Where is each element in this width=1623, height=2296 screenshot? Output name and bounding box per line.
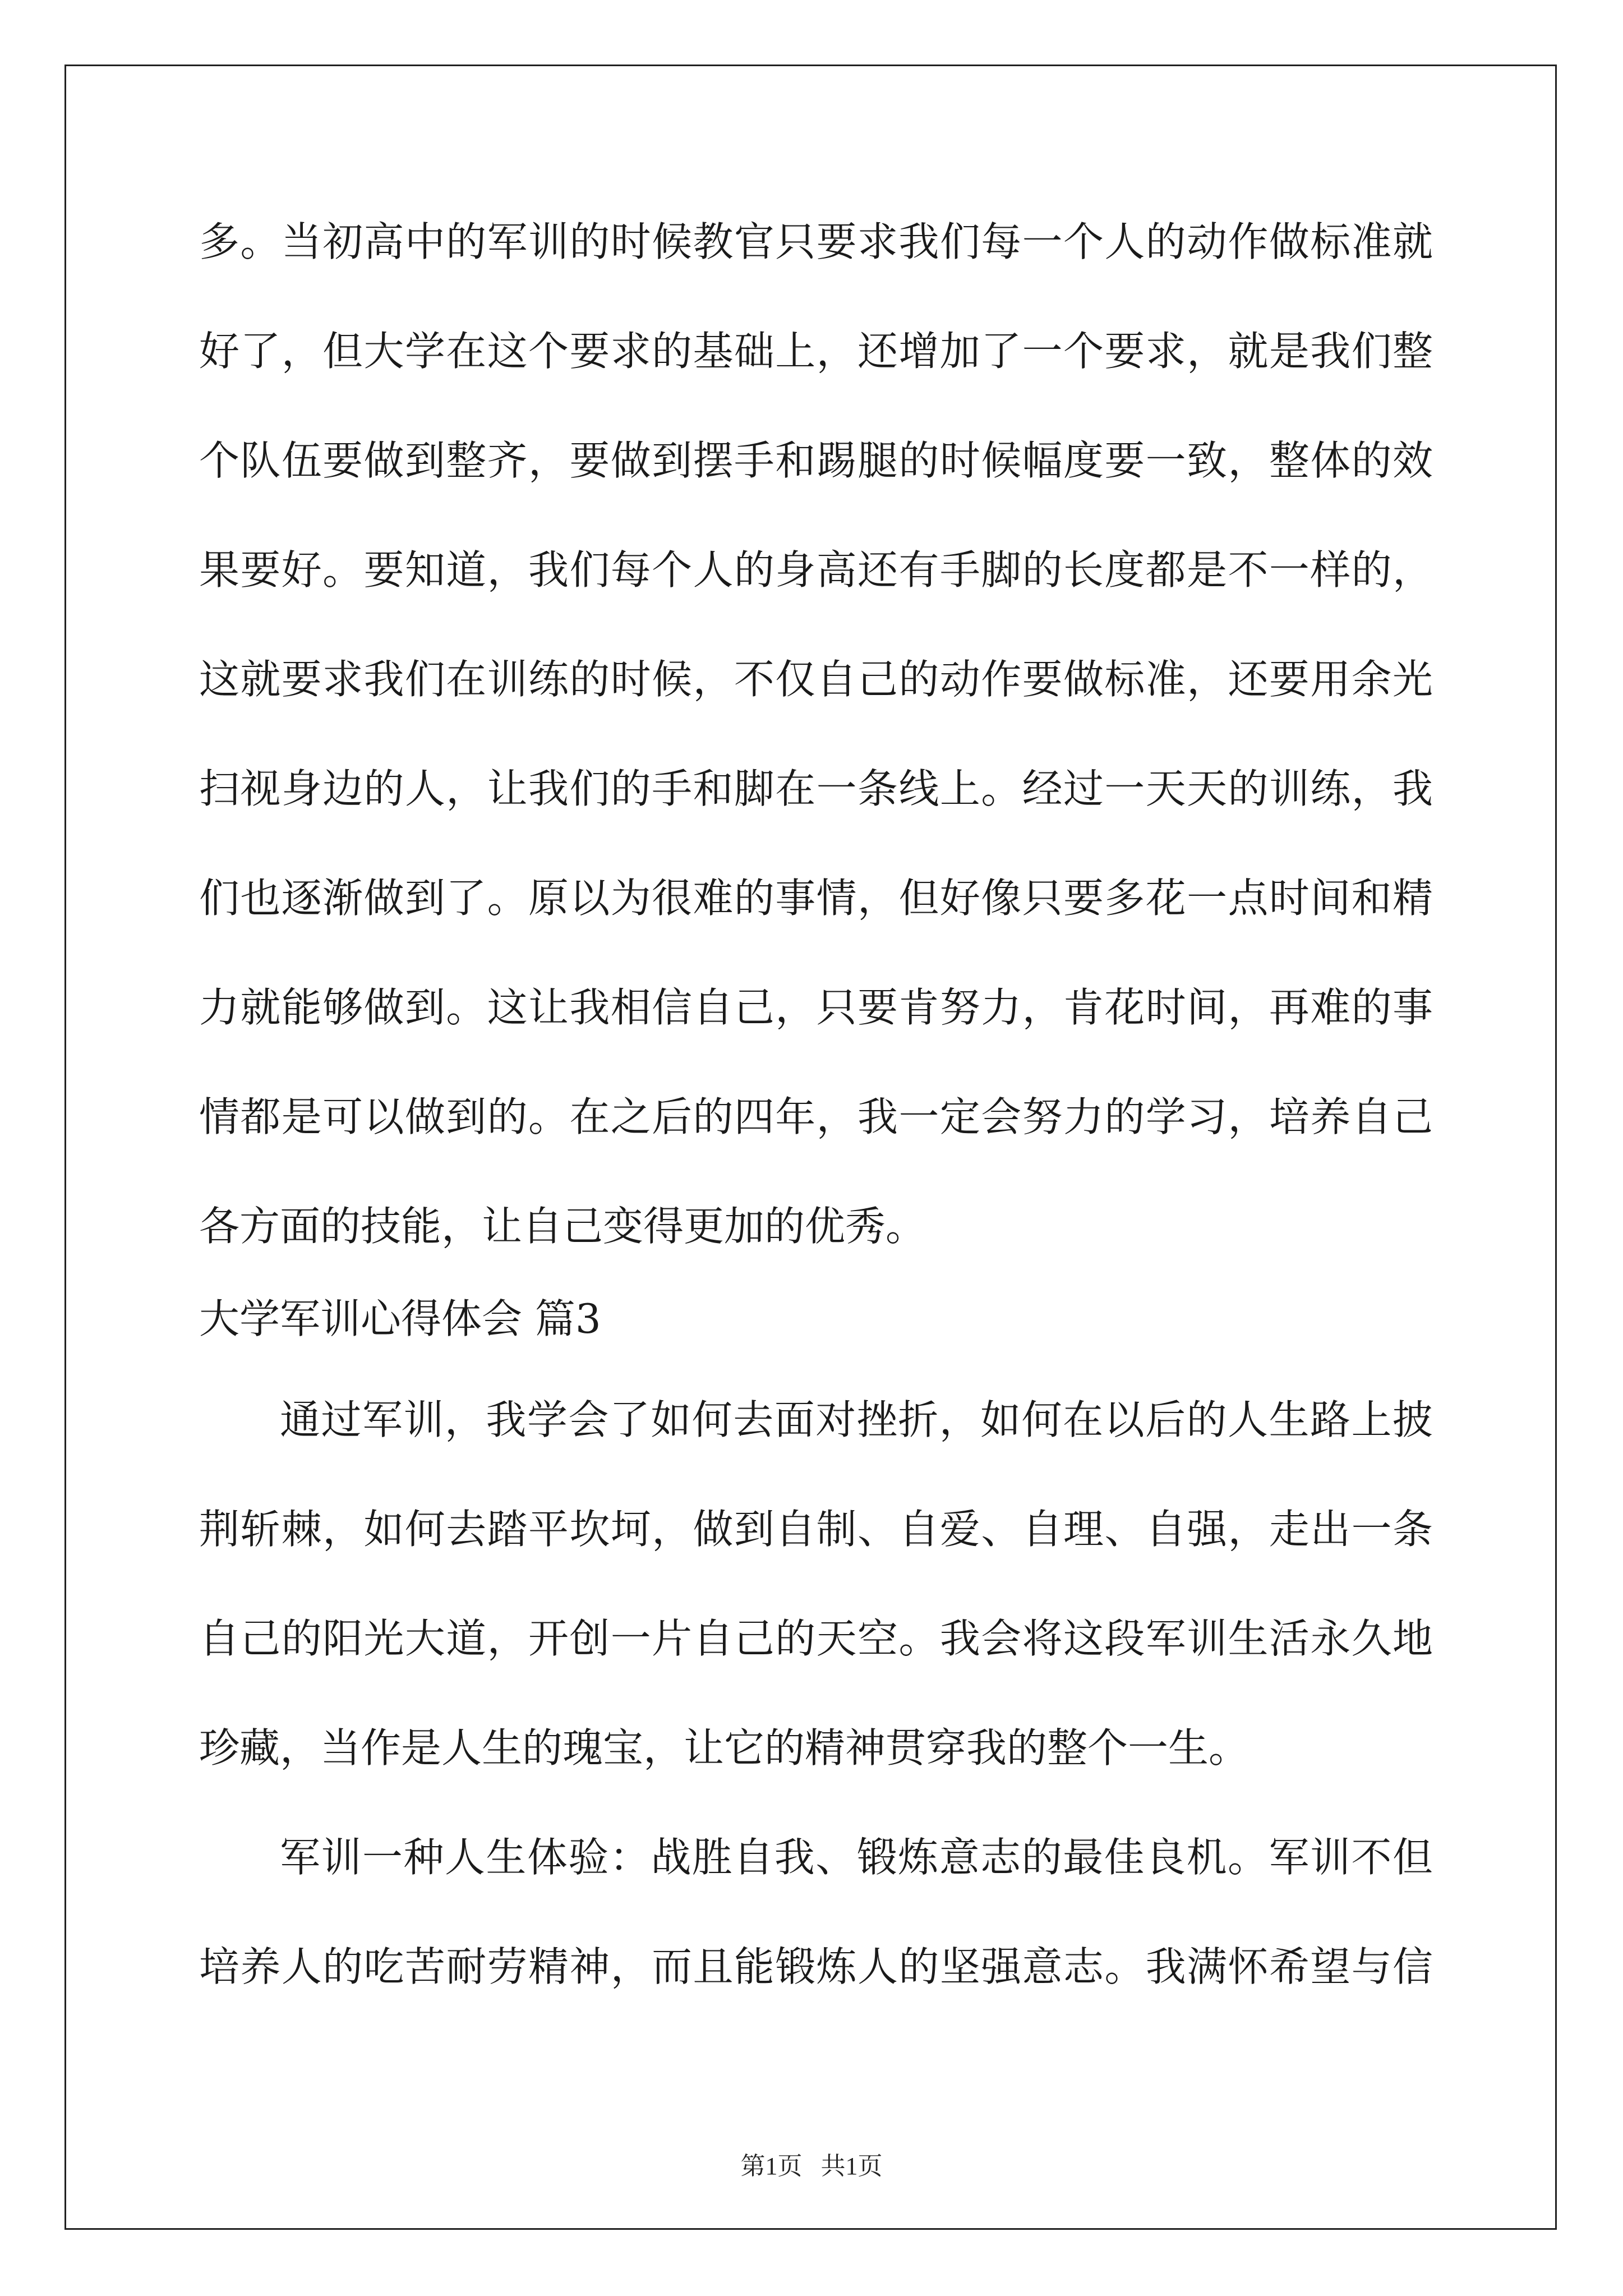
- page-border: [64, 65, 1557, 2230]
- text-line: 多。当初高中的军训的时候教官只要求我们每一个人的动作做标准就: [199, 218, 1433, 265]
- page-footer: [0, 2146, 1623, 2182]
- text-line: 自己的阳光大道，开创一片自己的天空。我会将这段军训生活永久地: [199, 1615, 1433, 1662]
- text-line: 各方面的技能，让自己变得更加的优秀。: [199, 1203, 926, 1250]
- text-line: 珍藏，当作是人生的瑰宝，让它的精神贯穿我的整个一生。: [199, 1724, 1249, 1772]
- text-line: 这就要求我们在训练的时候，不仅自己的动作要做标准，还要用余光: [199, 656, 1433, 703]
- text-line: 好了，但大学在这个要求的基础上，还增加了一个要求，就是我们整: [199, 328, 1433, 375]
- section-heading: 大学军训心得体会 篇3: [199, 1295, 601, 1342]
- text-line: 荆斩棘，如何去踏平坎坷，做到自制、自爱、自理、自强，走出一条: [199, 1506, 1433, 1553]
- text-line: 力就能够做到。这让我相信自己，只要肯努力，肯花时间，再难的事: [199, 984, 1433, 1031]
- text-line: 个队伍要做到整齐，要做到摆手和踢腿的时候幅度要一致，整体的效: [199, 437, 1433, 484]
- text-line: 情都是可以做到的。在之后的四年，我一定会努力的学习，培养自己: [199, 1093, 1433, 1140]
- text-line: 们也逐渐做到了。原以为很难的事情，但好像只要多花一点时间和精: [199, 875, 1433, 922]
- text-line: 培养人的吃苦耐劳精神，而且能锻炼人的坚强意志。我满怀希望与信: [199, 1943, 1433, 1990]
- text-line: 扫视身边的人，让我们的手和脚在一条线上。经过一天天的训练，我: [199, 765, 1433, 812]
- text-line: 军训一种人生体验：战胜自我、锻炼意志的最佳良机。军训不但: [280, 1834, 1433, 1881]
- text-line: 果要好。要知道，我们每个人的身高还有手脚的长度都是不一样的，: [199, 546, 1433, 593]
- text-line: 通过军训，我学会了如何去面对挫折，如何在以后的人生路上披: [280, 1396, 1433, 1443]
- page-number: 第1页 共1页: [740, 2152, 883, 2180]
